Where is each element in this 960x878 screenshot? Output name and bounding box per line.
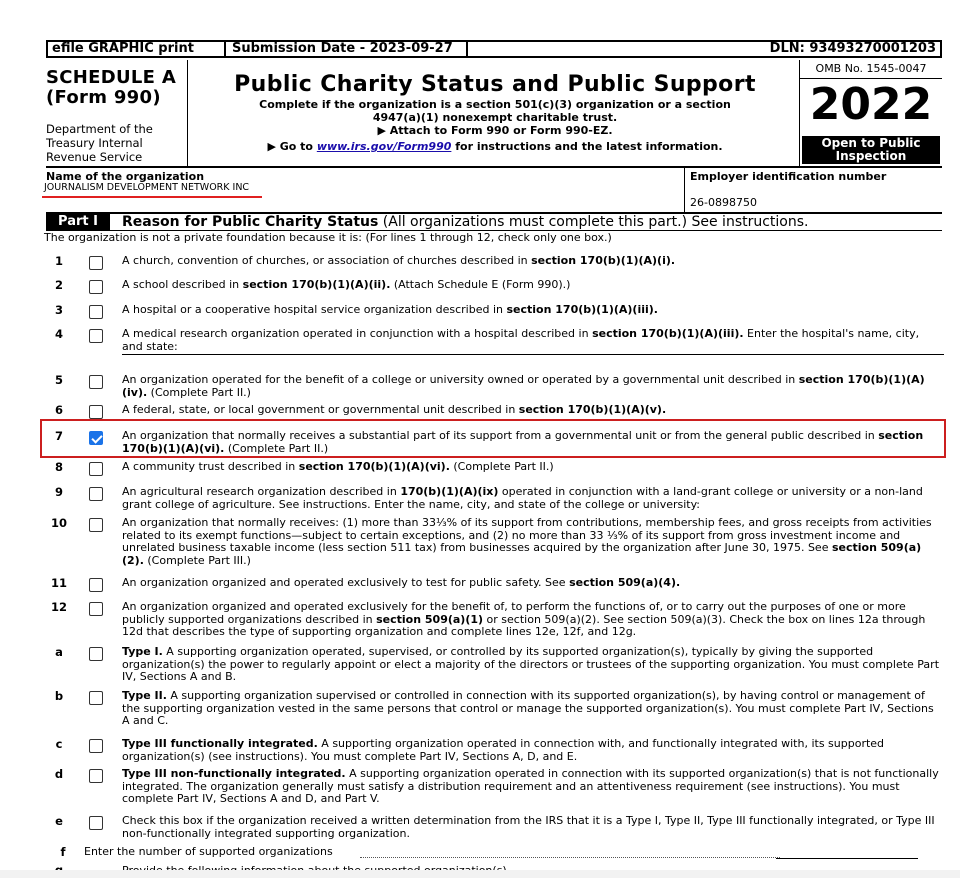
line-text-bold: Type III functionally integrated.	[122, 737, 318, 750]
line-text-bold: Type I.	[122, 645, 163, 658]
line-text-bold: section 509(a)(1)	[376, 612, 484, 626]
org-name-value: JOURNALISM DEVELOPMENT NETWORK INC	[44, 182, 250, 193]
efile-header-bar	[46, 40, 942, 58]
line-2-text	[122, 279, 942, 292]
efile-label: efile GRAPHIC print	[52, 41, 194, 56]
line-text-part: Enter the hospital's name, city, and state:	[122, 327, 920, 353]
line-10-checkbox[interactable]	[89, 518, 103, 532]
line-text-part: A supporting organization operated in connection with, and functionally integrated with, its supported organization(s) (see instructions). You must complete Part IV, Sections A, D, and E.	[122, 737, 885, 763]
line-d-text	[122, 768, 942, 806]
line-text-part: A supporting organization operated, supervised, or controlled by its supported organization(s), typically by giving the supported organization(s) the power to regularly appoint or elect a majority of the directors or trustees of the supporting organization. You must complete Part IV, Sections A and B.	[122, 645, 940, 683]
ein-value: 26-0898750	[690, 196, 757, 209]
line-8-text	[122, 461, 942, 474]
header-divider	[224, 42, 226, 56]
tax-year: 2022	[809, 79, 933, 130]
line-e-text	[122, 815, 942, 840]
line-text-part: An organization organized and operated exclusively for the benefit of, to perform the functions of, or to carry out the purposes of one or more publicly supported organizations described in	[122, 600, 906, 626]
line-text-part: (Complete Part II.)	[449, 460, 554, 473]
line-text-bold: Type II.	[122, 689, 167, 702]
org-name-label: Name of the organization	[46, 170, 205, 183]
line-text-part: An organization that normally receives: (1) more than 33⅓% of its support from contributions, membership fees, and gross receipts from activities related to its exempt functions—subject to certain exceptions, and (2) no more than 33 ⅓% of its support from gross investment income and unrelated business taxable income (less section 511 tax) from businesses acquired by the organization after June 30, 1975. See	[122, 516, 932, 554]
line-8-checkbox[interactable]	[89, 462, 103, 476]
line-text-bold: Type III non-functionally integrated.	[122, 767, 346, 780]
line-text-part: A community trust described in	[122, 460, 299, 473]
part-i-title-bold: Reason for Public Charity Status	[122, 214, 379, 230]
subtitle-text: for instructions and the latest information.	[451, 140, 723, 153]
line-number: 4	[54, 327, 63, 341]
line-text-part: An agricultural research organization described in	[122, 485, 401, 498]
line-number: 5	[54, 373, 63, 387]
line-number: 1	[54, 254, 63, 268]
line-11-checkbox[interactable]	[89, 578, 103, 592]
line-number: 9	[54, 485, 63, 499]
hospital-name-answer-line	[122, 354, 944, 355]
department-label: Department of the Treasury Internal Revenue Service	[46, 122, 153, 164]
line-text-part: A hospital or a cooperative hospital service organization described in	[122, 303, 507, 316]
line-text-part: (Complete Part III.)	[143, 553, 251, 567]
line-text-bold: section 170(b)(1)(A)(iii).	[592, 327, 744, 340]
line-number: 12	[50, 600, 67, 614]
line-number: c	[55, 737, 63, 751]
line-2-checkbox[interactable]	[89, 280, 103, 294]
line-e-checkbox[interactable]	[89, 816, 103, 830]
line-text-bold: section 170(b)(1)(A)(iv).	[122, 373, 925, 399]
line-text-bold: section 170(b)(1)(A)(vi).	[122, 429, 924, 455]
line-text-part: (Attach Schedule E (Form 990).)	[390, 278, 571, 291]
line-a-checkbox[interactable]	[89, 647, 103, 661]
line-text-part: A school described in	[122, 278, 243, 291]
page-title: Public Charity Status and Public Support	[234, 72, 756, 97]
part-i-title-rest: (All organizations must complete this part.) See instructions.	[378, 214, 809, 230]
line-5-checkbox[interactable]	[89, 375, 103, 389]
line-5-text	[122, 374, 942, 399]
ein-label: Employer identification number	[690, 170, 887, 183]
open-to-public-badge: Open to Public Inspection	[802, 136, 940, 164]
line-text-part: An organization organized and operated exclusively to test for public safety. See	[122, 576, 570, 589]
line-text-part: or section 509(a)(2). See section 509(a)(3). Check the box on lines 12a through 12d that describes the type of supporting organization and complete lines 12e, 12f, and 12g.	[122, 612, 926, 638]
line-a-text	[122, 646, 942, 684]
line-4-text	[122, 328, 942, 353]
line-number: 6	[54, 403, 63, 417]
submission-date: Submission Date - 2023-09-27	[232, 41, 453, 56]
viewport-bottom-edge	[0, 870, 960, 878]
line-10-text	[122, 517, 942, 567]
line-6-text	[122, 404, 942, 417]
irs-form990-link[interactable]: www.irs.gov/Form990	[316, 140, 452, 153]
schedule-label: SCHEDULE A	[46, 67, 177, 88]
org-name-underline	[42, 196, 262, 198]
line-text-bold: section 509(a)(4).	[569, 576, 681, 589]
supported-orgs-count-field[interactable]	[776, 858, 918, 859]
header-left-divider	[187, 60, 188, 166]
subtitle-line-2: 4947(a)(1) nonexempt charitable trust.	[372, 111, 618, 124]
line-text-bold: section 170(b)(1)(A)(i).	[531, 254, 676, 267]
line-9-checkbox[interactable]	[89, 487, 103, 501]
line-number: 8	[54, 460, 63, 474]
header-divider	[466, 42, 468, 56]
line-text-part: An organization operated for the benefit of a college or university owned or operated by a governmental unit described in	[122, 373, 799, 386]
line-number: 3	[54, 303, 63, 317]
omb-number: OMB No. 1545-0047	[815, 62, 927, 75]
line-12-text	[122, 601, 942, 639]
line-text-part: (Complete Part II.)	[147, 385, 251, 399]
line-number: 11	[50, 576, 67, 590]
line-text-part: (Complete Part II.)	[224, 441, 329, 455]
part-i-title	[122, 214, 809, 230]
line-number: a	[55, 645, 63, 659]
subtitle-text: ▶ Go to	[267, 140, 317, 153]
line-c-text	[122, 738, 942, 763]
line-f-leader-dots	[360, 847, 780, 858]
line-number: d	[54, 767, 64, 781]
subtitle-line-4	[190, 140, 800, 153]
line-12-checkbox[interactable]	[89, 602, 103, 616]
line-number: b	[54, 689, 64, 703]
line-3-checkbox[interactable]	[89, 305, 103, 319]
part-i-tag: Part I	[46, 214, 110, 230]
line-text-part: A federal, state, or local government or governmental unit described in	[122, 403, 519, 416]
line-text-bold: section 170(b)(1)(A)(ii).	[242, 278, 391, 291]
line-text-bold: section 170(b)(1)(A)(v).	[518, 403, 667, 416]
line-1-text	[122, 255, 942, 268]
line-text-bold: section 170(b)(1)(A)(iii).	[506, 303, 658, 316]
line-7-highlight	[40, 419, 946, 458]
line-text-part: A medical research organization operated in conjunction with a hospital described in	[122, 327, 593, 340]
line-number: 7	[54, 429, 63, 443]
line-text-part: An organization that normally receives a substantial part of its support from a governmental unit or from the general public described in	[122, 429, 879, 442]
line-text-part: A church, convention of churches, or association of churches described in	[122, 254, 532, 267]
schedule-title	[46, 68, 176, 108]
line-number: f	[60, 845, 66, 859]
line-3-text	[122, 304, 942, 317]
line-b-checkbox[interactable]	[89, 691, 103, 705]
line-b-text	[122, 690, 942, 728]
part-i-intro: The organization is not a private foundation because it is: (For lines 1 through 12, check only one box.)	[44, 231, 612, 244]
line-d-checkbox[interactable]	[89, 769, 103, 783]
line-11-text	[122, 577, 942, 590]
line-6-checkbox[interactable]	[89, 405, 103, 419]
line-f-text: Enter the number of supported organizations	[84, 845, 333, 858]
line-text-part: A supporting organization supervised or controlled in connection with its supported organization(s), by having control or management of the supporting organization vested in the same persons that control or manage the supported organization(s). You must complete Part IV, Sections A and C.	[122, 689, 934, 727]
dln-number: DLN: 93493270001203	[769, 41, 936, 56]
line-text-part: operated in conjunction with a land-grant college or university or a non-land grant college of agriculture. See instructions. Enter the name, city, and state of the college or university:	[122, 485, 923, 511]
line-c-checkbox[interactable]	[89, 739, 103, 753]
ein-divider	[684, 168, 685, 212]
line-number: 10	[50, 516, 67, 530]
form-label: (Form 990)	[46, 87, 161, 108]
line-text-bold: 170(b)(1)(A)(ix)	[400, 485, 499, 498]
subtitle-line-3: ▶ Attach to Form 990 or Form 990-EZ.	[377, 124, 613, 137]
line-number: e	[55, 814, 63, 828]
line-9-text	[122, 486, 942, 511]
header-bottom-rule	[46, 166, 942, 168]
line-text-part: A supporting organization operated in connection with its supported organization(s) that is not functionally integrated. The organization generally must satisfy a distribution requirement and an attentiveness requirement (see instructions). You must complete Part IV, Sections A and D, and Part V.	[122, 767, 939, 805]
subtitle-line-1: Complete if the organization is a section 501(c)(3) organization or a section	[259, 98, 731, 111]
line-number: 2	[54, 278, 63, 292]
line-4-checkbox[interactable]	[89, 329, 103, 343]
line-1-checkbox[interactable]	[89, 256, 103, 270]
line-text-bold: section 509(a)(2).	[122, 541, 922, 567]
line-text-bold: section 170(b)(1)(A)(vi).	[298, 460, 450, 473]
line-text-part: Check this box if the organization received a written determination from the IRS that it is a Type I, Type II, Type III functionally integrated, or Type III non-functionally integrated supporting organization.	[122, 814, 935, 840]
